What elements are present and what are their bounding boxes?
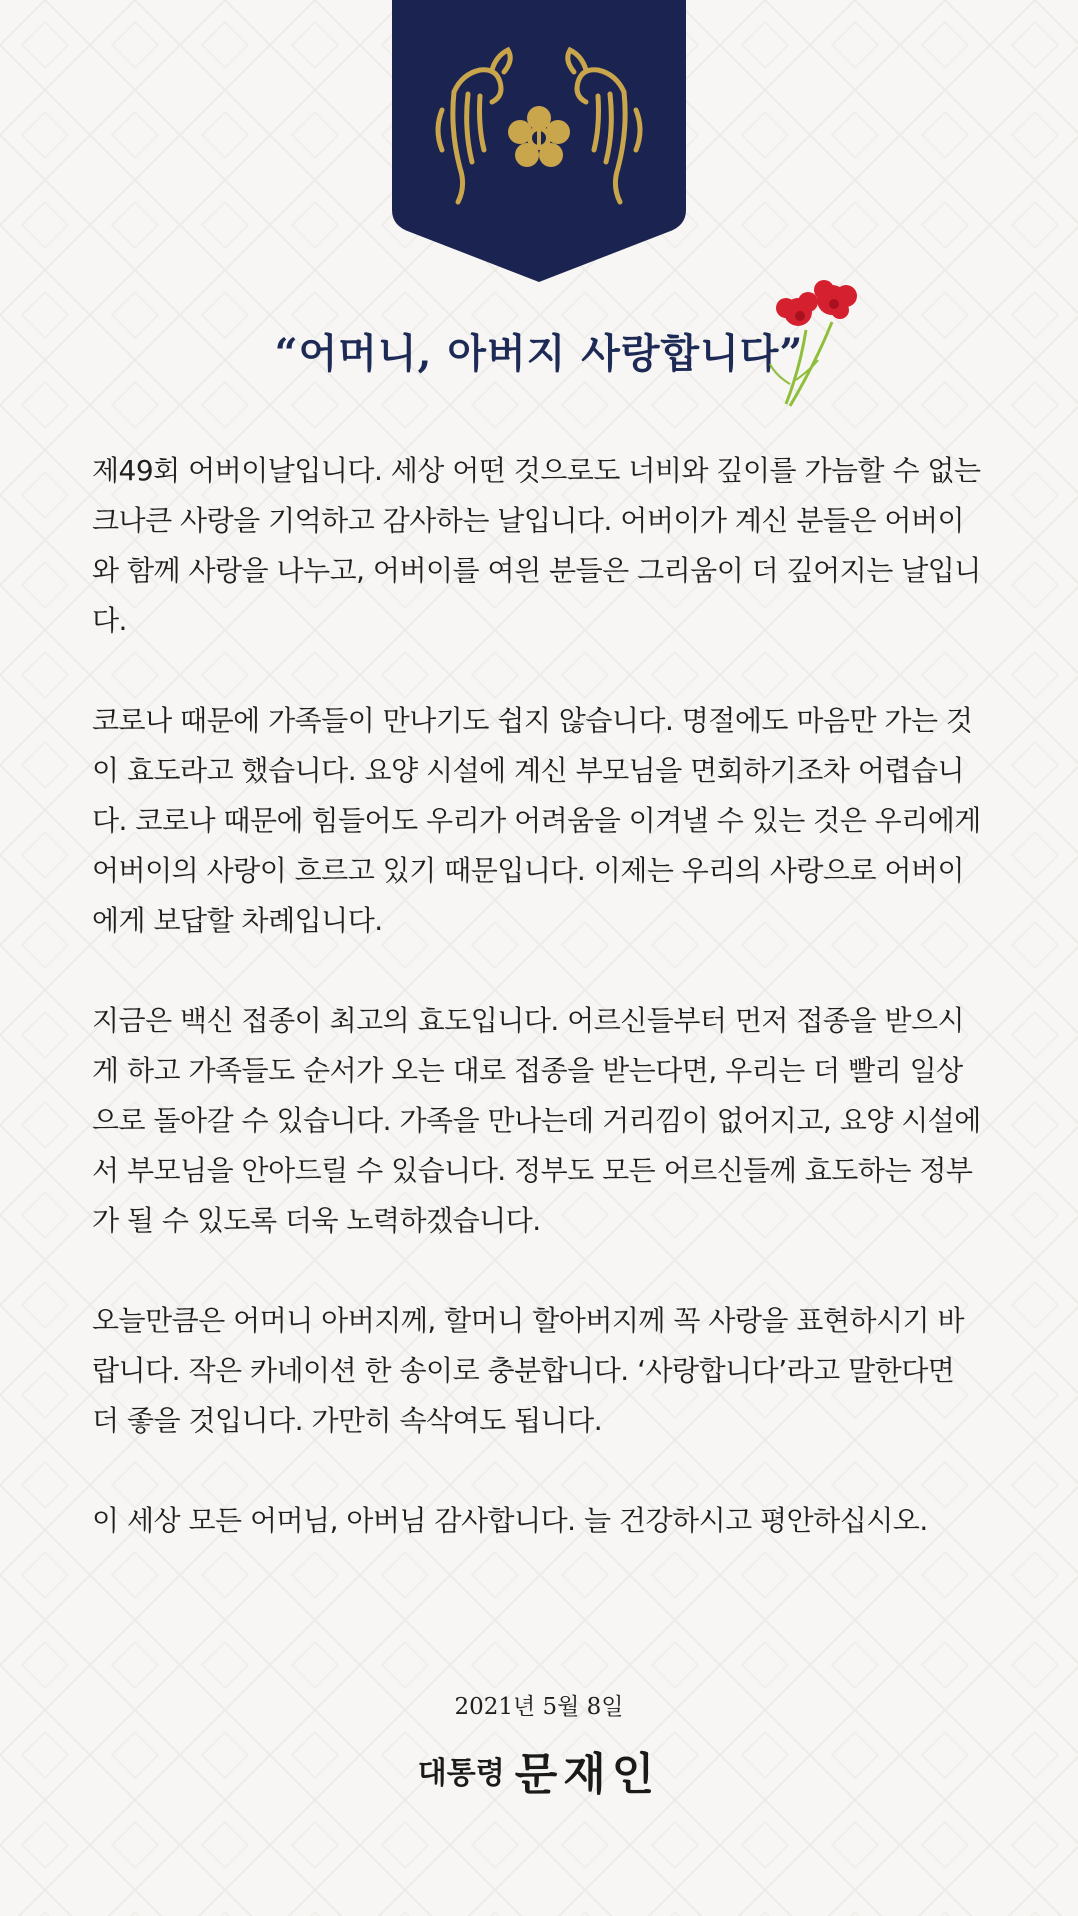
red-carnation-icon [756, 272, 876, 412]
signature [0, 1738, 1078, 1802]
paragraph-2: 코로나 때문에 가족들이 만나기도 쉽지 않습니다. 명절에도 마음만 가는 것이 효도라고 했습니다. 요양 시설에 계신 부모님을 면회하기조차 어렵습니다. 코로나 때문에 힘들어도 우리가 어려움을 이겨낼 수 있는 것은 우리에게 어버이의 사랑이 흐르고 있기 때문입니다. 이제는 우리의 사랑으로 어버이에게 보답할 차례입니다. [92, 704, 981, 937]
paragraph-1: 제49회 어버이날입니다. 세상 어떤 것으로도 너비와 깊이를 가늠할 수 없는 크나큰 사랑을 기억하고 감사하는 날입니다. 어버이가 계신 분들은 어버이와 함께 사랑을 나누고, 어버이를 여읜 분들은 그리움이 더 깊어지는 날입니다. [92, 454, 981, 637]
signature-role: 대통령 [417, 1756, 505, 1791]
paragraph-4: 오늘만큼은 어머니 아버지께, 할머니 할아버지께 꼭 사랑을 표현하시기 바랍니다. 작은 카네이션 한 송이로 충분합니다. ‘사랑합니다’라고 말한다면 더 좋을 것입니다. 가만히 속삭여도 됩니다. [92, 1304, 965, 1437]
paragraph-3: 지금은 백신 접종이 최고의 효도입니다. 어르신들부터 먼저 접종을 받으시게 하고 가족들도 순서가 오는 대로 접종을 받는다면, 우리는 더 빨리 일상으로 돌아갈 수 있습니다. 가족을 만나는데 거리낌이 없어지고, 요양 시설에서 부모님을 안아드릴 수 있습니다. 정부도 모든 어르신들께 효도하는 정부가 될 수 있도록 더욱 노력하겠습니다. [92, 1004, 981, 1237]
signature-name: 문재인 [514, 1749, 661, 1800]
title-block [0, 322, 1078, 379]
letter-body [92, 446, 988, 1546]
emblem-banner [392, 0, 686, 282]
letter-date: 2021년 5월 8일 [454, 1694, 624, 1720]
page-title: “어머니, 아버지 사랑합니다” [274, 330, 804, 377]
paragraph-5: 이 세상 모든 어머님, 아버님 감사합니다. 늘 건강하시고 평안하십시오. [92, 1504, 928, 1537]
